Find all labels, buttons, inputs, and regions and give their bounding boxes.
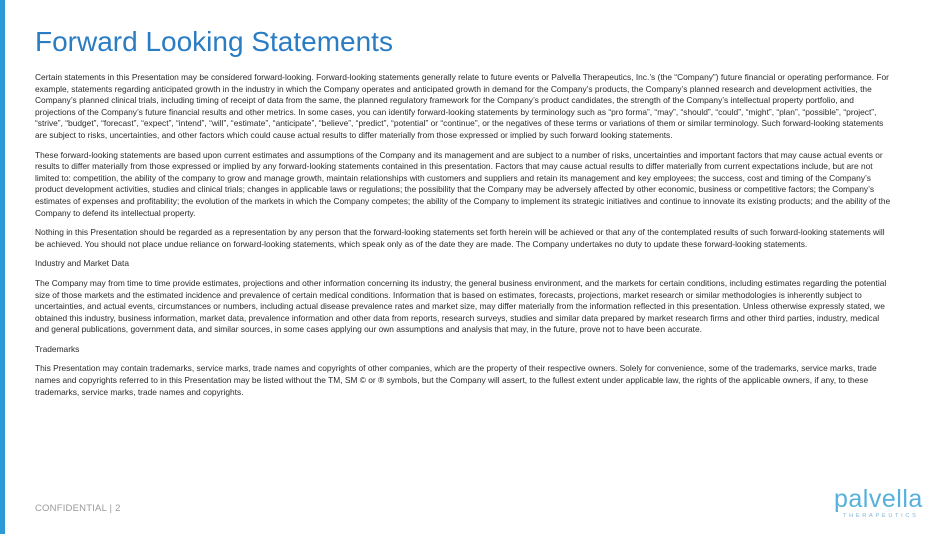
confidential-footer: CONFIDENTIAL | 2 bbox=[35, 503, 121, 514]
paragraph-no-representation: Nothing in this Presentation should be regarded as a representation by any person that the forward-looking statements set forth herein will be achieved or that any of the contemplated results of such forward-looking statements will be achieved. You should not place undue reliance on forward-looking statements, which speak only as of the date they are made. The Company undertakes no duty to update these forward-looking statements. bbox=[35, 227, 885, 249]
paragraph-forward-looking: Certain statements in this Presentation may be considered forward-looking. Forward-looking statements generally relate to future events or Palvella Therapeutics, Inc.’s (the “Company”) future financial or operating performance. For example, statements regarding anticipated growth in the industry in which the Company operates and anticipated growth in demand for the Company’s products, the Company’s planned research and development activities, the Company’s planned clinical trials, including timing of receipt of data from the same, the planned regulatory framework for the Company’s product candidates, the strength of the Company’s intellectual property portfolio, and projections of the Company’s future financial results and other metrics. In some cases, you can identify forward-looking statements by terminology such as “pro forma”, “may”, “should”, “could”, “might”, “plan”, “possible”, “project”, “strive”, “budget”, “forecast”, “expect”, “intend”, “will”, “estimate”, “anticipate”, “believe”, “predict”, “potential” or “continue”, or the negatives of these terms or variations of them or similar terminology. Such forward-looking statements are subject to risks, uncertainties, and other factors which could cause actual results to differ materially from those expressed or implied by such forward looking statements. bbox=[35, 72, 889, 140]
disclaimer-body bbox=[35, 72, 892, 406]
section-heading-trademarks: Trademarks bbox=[35, 343, 80, 354]
page-title: Forward Looking Statements bbox=[35, 26, 393, 57]
paragraph-estimates-assumptions: These forward-looking statements are based upon current estimates and assumptions of the Company and its management and are subject to a number of risks, uncertainties and important factors that may cause actual events or results to differ materially from those expressed or implied by any forward-looking statements contained in this presentation. Factors that may cause actual results to differ materially from current expectations include, but are not limited to: competition, the ability of the company to grow and manage growth, maintain relationships with customers and suppliers and retain its management and key employees; the success, cost and timing of the Company’s product development activities, studies and clinical trials; changes in applicable laws or regulations; the possibility that the Company may be adversely affected by other economic, business or competitive factors; the Company’s estimates of expenses and profitability; the evolution of the markets in which the Company competes; the ability of the Company to implement its strategic initiatives and continue to innovate its existing products; and the ability of the Company to defend its intellectual property. bbox=[35, 149, 891, 218]
paragraph-industry-market-data: The Company may from time to time provide estimates, projections and other information concerning its industry, the general business environment, and the markets for certain conditions, including estimates regarding the potential size of those markets and the estimated incidence and prevalence of certain medical conditions. Information that is based on estimates, forecasts, projections, market research or similar methodologies is inherently subject to uncertainties, and actual events, circumstances or numbers, including actual disease prevalence rates and market size, may differ materially from the information reflected in this presentation. Unless otherwise expressly stated, we obtained this industry, business information, market data, prevalence information and other data from reports, research surveys, studies and similar data prepared by market research firms and other third parties, industry, medical and general publications, government data, and similar sources, in some cases applying our own assumptions and analysis that may, in the future, prove not to have been accurate. bbox=[35, 277, 887, 335]
left-accent-bar bbox=[0, 0, 5, 534]
logo-wordmark: palvella bbox=[834, 485, 923, 513]
section-heading-industry: Industry and Market Data bbox=[35, 258, 130, 269]
palvella-logo bbox=[834, 484, 934, 524]
logo-tagline: THERAPEUTICS bbox=[843, 513, 919, 519]
paragraph-trademarks: This Presentation may contain trademarks, service marks, trade names and copyrights of other companies, which are the property of their respective owners. Solely for convenience, some of the trademarks, service marks, trade names and copyrights referred to in this Presentation may be listed without the TM, SM © or ® symbols, but the Company will assert, to the fullest extent under applicable law, the rights of the applicable owners, if any, to these trademarks, service marks, trade names and copyrights. bbox=[35, 363, 877, 397]
